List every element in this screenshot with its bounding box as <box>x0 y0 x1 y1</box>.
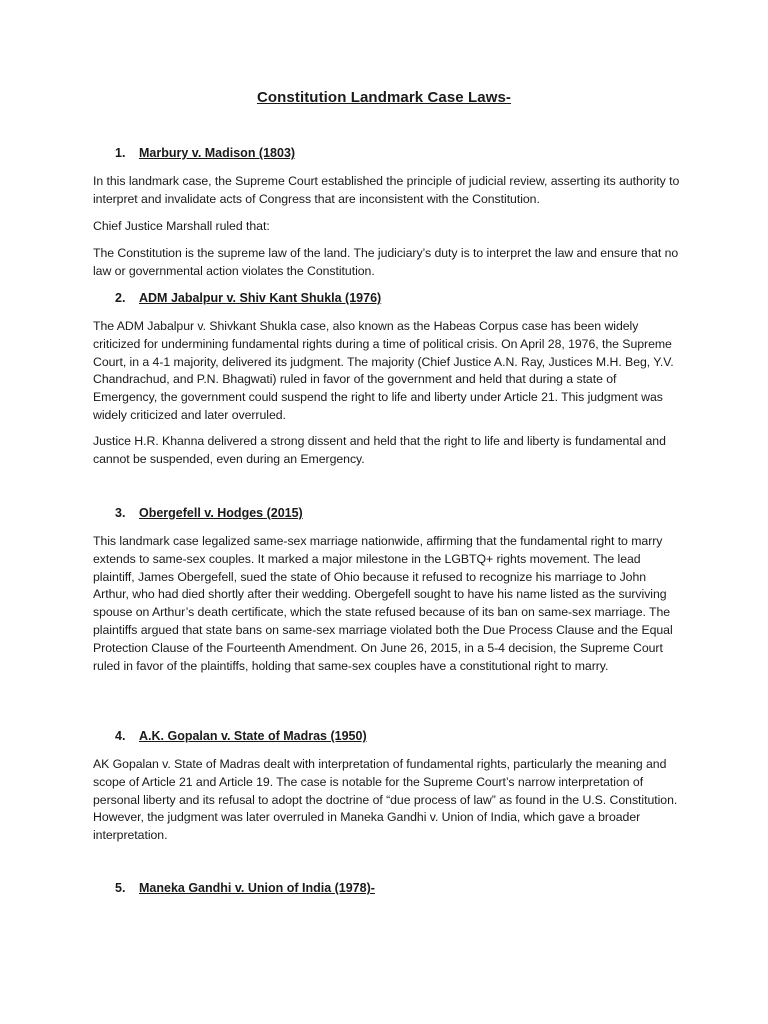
case-title: Marbury v. Madison (1803) <box>139 146 296 160</box>
paragraph: Chief Justice Marshall ruled that: <box>93 219 270 233</box>
case-number: 1. <box>115 146 126 160</box>
paragraph: In this landmark case, the Supreme Court established the principle of judicial review, asserting its authority to interpret and invalidate acts of Congress that are inconsistent with the Constitution. <box>93 174 680 206</box>
case-heading-1 <box>115 146 295 160</box>
case-title: Obergefell v. Hodges (2015) <box>139 506 303 520</box>
case-heading-3 <box>115 506 303 520</box>
case-title: ADM Jabalpur v. Shiv Kant Shukla (1976) <box>139 291 382 305</box>
paragraph: The Constitution is the supreme law of the land. The judiciary’s duty is to interpret the law and ensure that no law or governmental action violates the Constitution. <box>93 246 679 278</box>
paragraph: Justice H.R. Khanna delivered a strong dissent and held that the right to life and liberty is fundamental and cannot be suspended, even during an Emergency. <box>93 434 666 466</box>
case-heading-2 <box>115 291 381 305</box>
paragraph: AK Gopalan v. State of Madras dealt with interpretation of fundamental rights, particularly the meaning and scope of Article 21 and Article 19. The case is notable for the Supreme Court’s narrow interpretation of personal liberty and its refusal to adopt the doctrine of “due process of law” as found in the U.S. Constitution. However, the judgment was later overruled in Maneka Gandhi v. Union of India, which gave a broader interpretation. <box>93 757 678 843</box>
case-number: 3. <box>115 506 126 520</box>
case-heading-4 <box>115 729 367 743</box>
case-number: 2. <box>115 291 126 305</box>
case-number: 5. <box>115 881 126 895</box>
paragraph: This landmark case legalized same-sex marriage nationwide, affirming that the fundamental right to marry extends to same-sex couples. It marked a major milestone in the LGBTQ+ rights movement. The lead plaintiff, James Obergefell, sued the state of Ohio because it refused to recognize his marriage to John Arthur, who had died shortly after their wedding. Obergefell sought to have his name listed as the surviving spouse on Arthur’s death certificate, which the state refused because of its ban on same-sex marriage. The plaintiffs argued that state bans on same-sex marriage violated both the Due Process Clause and the Equal Protection Clause of the Fourteenth Amendment. On June 26, 2015, in a 5-4 decision, the Supreme Court ruled in favor of the plaintiffs, holding that same-sex couples have a constitutional right to marry. <box>93 534 673 673</box>
case-title: A.K. Gopalan v. State of Madras (1950) <box>139 729 367 743</box>
case-title: Maneka Gandhi v. Union of India (1978)- <box>139 881 375 895</box>
document-title: Constitution Landmark Case Laws- <box>256 89 512 106</box>
paragraph: The ADM Jabalpur v. Shivkant Shukla case, also known as the Habeas Corpus case has been widely criticized for undermining fundamental rights during a time of political crisis. On April 28, 1976, the Supreme Court, in a 4-1 majority, delivered its judgment. The majority (Chief Justice A.N. Ray, Justices M.H. Beg, Y.V. Chandrachud, and P.N. Bhagwati) ruled in favor of the government and held that during a state of Emergency, the government could suspend the right to life and liberty under Article 21. This judgment was widely criticized and later overruled. <box>93 319 674 422</box>
case-number: 4. <box>115 729 126 743</box>
case-heading-5 <box>115 881 375 895</box>
